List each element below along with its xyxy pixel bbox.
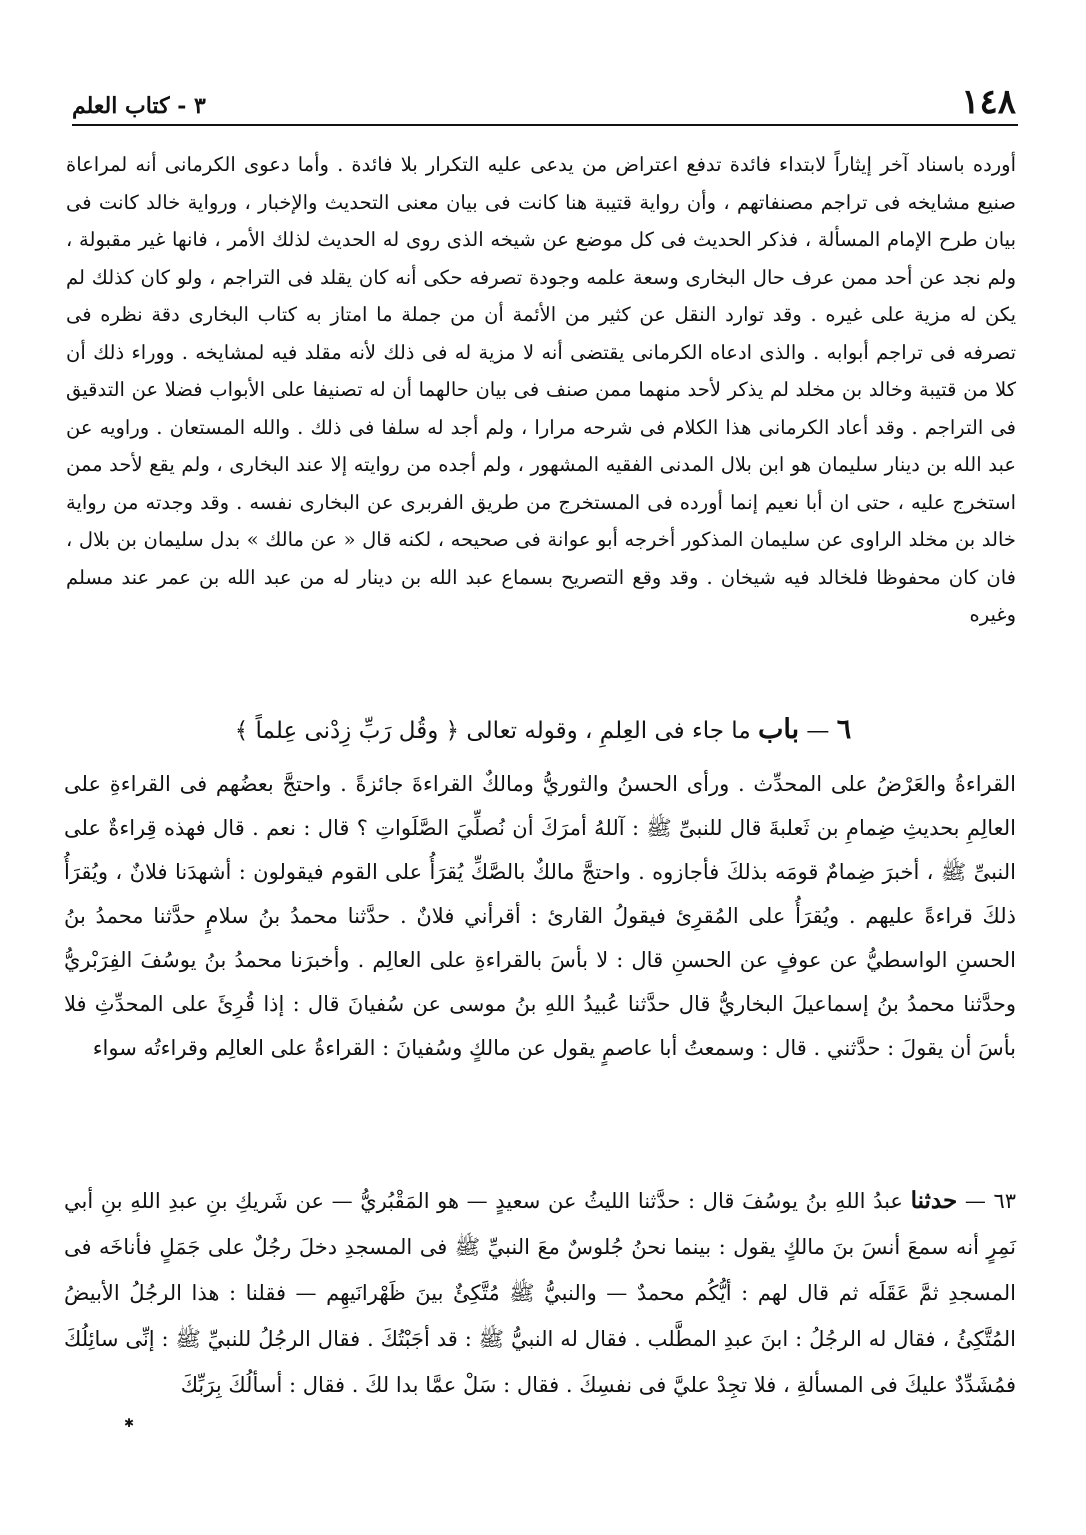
chapter-number: ٦	[836, 714, 852, 745]
page-header	[72, 76, 1016, 122]
chapter-title: ما جاء فى العِلمِ ، وقوله تعالى ﴿ وقُل رَبِّ زِدْنى عِلماً ﴾	[234, 718, 751, 744]
header-divider	[72, 124, 1018, 126]
page-number: ١٤٨	[961, 82, 1016, 122]
hadith-paragraph	[64, 1178, 1016, 1408]
chapter-bab-word: باب	[757, 714, 800, 745]
footer-asterisk-icon: ✱	[124, 1416, 135, 1430]
hadith-text: عبدُ اللهِ بنُ يوسُفَ قال : حدَّثنا الليثُ عن سعيدٍ — هو المَقْبُريُّ — عن شَريكِ بنِ عبدِ اللهِ بنِ أبي نَمِرٍ أنه سمعَ أنسَ بنَ مالكٍ يقول : بينما نحنُ جُلوسٌ معَ النبيِّ ﷺ فى المسجدِ دخلَ رجُلٌ على جَمَلٍ فأناخَه فى المسجدِ ثمَّ عَقَلَه ثم قال لهم : أيُّكُم محمدٌ — والنبيُّ ﷺ مُتَّكِئٌ بينَ ظَهْرانَيهِم — فقلنا : هذا الرجُلُ الأبيضُ المُتَّكِئُ ، فقال له الرجُلُ : ابنَ عبدِ المطَّلب . فقال له النبيُّ ﷺ : قد أجَبْتُكَ . فقال الرجُلُ للنبيِّ ﷺ : إنِّى سائِلُكَ فمُشَدِّدٌ عليكَ فى المسألةِ ، فلا تجِدْ عليَّ فى نفسِكَ . فقال : سَلْ عمَّا بدا لكَ . فقال : أسألُكَ بِرَبِّكَ	[64, 1189, 1016, 1397]
chapter-heading	[150, 710, 936, 751]
hadith-haddathana: حدثنا	[910, 1187, 958, 1214]
running-title: ٣ - كتاب العلم	[72, 93, 206, 119]
chapter-dash: —	[799, 718, 830, 744]
commentary-paragraph: أورده باسناد آخر إيثاراً لابتداء فائدة تدفع اعتراض من يدعى عليه التكرار بلا فائدة . وأما دعوى الكرمانى أنه لمراعاة صنيع مشايخه فى تراجم مصنفاتهم ، وأن رواية قتيبة هنا كانت فى بيان معنى التحديث والإخبار ، ورواية خالد كانت فى بيان طرح الإمام المسألة ، فذكر الحديث فى كل موضع عن شيخه الذى روى له الحديث لذلك الأمر ، فانها غير مقبولة ، ولم نجد عن أحد ممن عرف حال البخارى وسعة علمه وجودة تصرفه حكى أنه كان يقلد فى التراجم ، ولو كان كذلك لم يكن له مزية على غيره . وقد توارد النقل عن كثير من الأئمة أن من جملة ما امتاز به كتاب البخارى دقة نظره فى تصرفه فى تراجم أبوابه . والذى ادعاه الكرمانى يقتضى أنه لا مزية له فى ذلك لأنه مقلد فيه لمشايخه . ووراء ذلك أن كلا من قتيبة وخالد بن مخلد لم يذكر لأحد منهما ممن صنف فى بيان حالهما أن له تصنيفا على الأبواب فضلا عن التدقيق فى التراجم . وقد أعاد الكرمانى هذا الكلام فى شرحه مرارا ، ولم أجد له سلفا فى ذلك . والله المستعان . وراويه عن عبد الله بن دينار سليمان هو ابن بلال المدنى الفقيه المشهور ، ولم أجده من روايته إلا عند البخارى ، ولم يقع لأحد ممن استخرج عليه ، حتى ان أبا نعيم إنما أورده فى المستخرج من طريق الفربرى عن البخارى نفسه . وقد وجدته من رواية خالد بن مخلد الراوى عن سليمان المذكور أخرجه أبو عوانة فى صحيحه ، لكنه قال « عن مالك » بدل سليمان بن بلال ، فان كان محفوظا فلخالد فيه شيخان . وقد وقع التصريح بسماع عبد الله بن دينار له من عبد الله بن عمر عند مسلم وغيره	[66, 153, 1016, 626]
hadith-number: ٦٣ —	[964, 1189, 1016, 1213]
chapter-body-paragraph: القراءةُ والعَرْضُ على المحدِّث . ورأى الحسنُ والثوريُّ ومالكٌ القراءةَ جائزةً . واحتجَّ بعضُهم فى القراءةِ على العالِمِ بحديثِ ضِمامِ بن ثَعلبةَ قال للنبىِّ ﷺ : آللهُ أمرَكَ أن نُصلِّيَ الصَّلَواتِ ؟ قال : نعم . قال فهذه قِراءةٌ على النبىِّ ﷺ ، أخبرَ ضِمامٌ قومَه بذلكَ فأجازوه . واحتجَّ مالكٌ بالصَّكِّ يُقرَأُ على القوم فيقولون : أشهدَنا فلانٌ ، ويُقرَأُ ذلكَ قراءةً عليهم . ويُقرَأُ على المُقرِئ فيقولُ القارئ : أقرأني فلانٌ . حدَّثنا محمدُ بنُ سلامٍ حدَّثنا محمدُ بنُ الحسنِ الواسطيُّ عن عوفٍ عن الحسنِ قال : لا بأسَ بالقراءةِ على العالِم . وأخبرَنا محمدُ بنُ يوسُفَ الفِرَبْريُّ وحدَّثنا محمدُ بنُ إسماعيلَ البخاريُّ قال حدَّثنا عُبيدُ اللهِ بنُ موسى عن سُفيانَ قال : إذا قُرِئَ على المحدِّثِ فلا بأسَ أن يقولَ : حدَّثني . قال : وسمعتُ أبا عاصمٍ يقول عن مالكٍ وسُفيانَ : القراءةُ على العالِم وقراءتُه سواء	[64, 772, 1016, 1060]
